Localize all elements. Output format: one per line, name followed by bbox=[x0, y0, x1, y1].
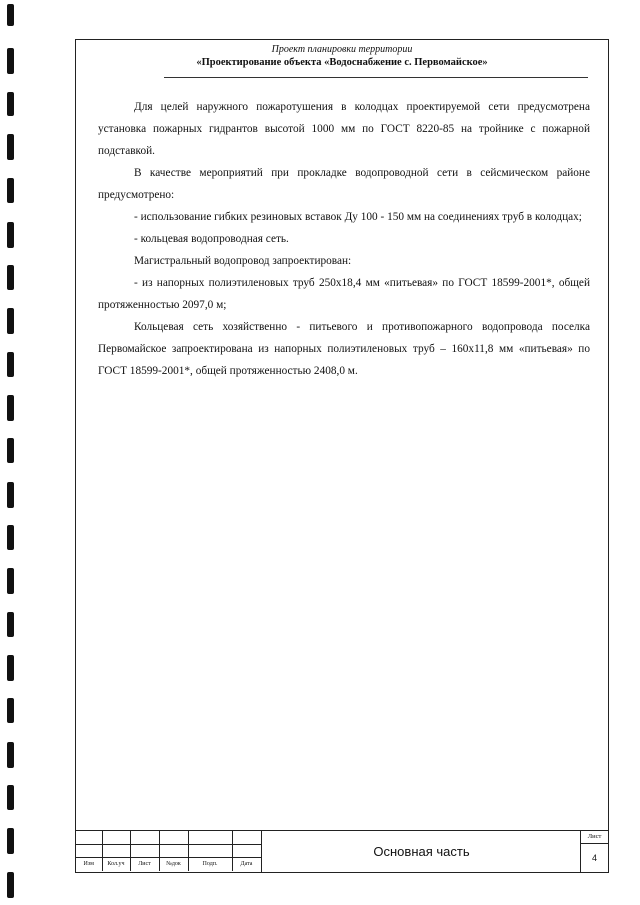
column-header: Подп. bbox=[188, 857, 232, 871]
sheet-number: 4 bbox=[591, 852, 597, 863]
revision-cell bbox=[76, 844, 102, 857]
document-name: Основная часть bbox=[261, 831, 581, 872]
binding-mark bbox=[7, 308, 14, 334]
paragraph: В качестве мероприятий при прокладке водопроводной сети в сейсмическом районе предусмотрено: bbox=[98, 167, 590, 201]
sheet-label: Лист bbox=[581, 831, 608, 844]
revision-cell bbox=[159, 831, 188, 844]
binding-mark bbox=[7, 698, 14, 723]
revision-cell bbox=[188, 831, 232, 844]
binding-mark bbox=[7, 4, 14, 26]
revision-cell bbox=[102, 831, 130, 844]
revision-cell bbox=[102, 844, 130, 857]
binding-mark bbox=[7, 178, 14, 203]
binding-mark bbox=[7, 352, 14, 377]
title-block bbox=[76, 830, 608, 872]
binding-mark bbox=[7, 265, 14, 290]
column-header: Лист bbox=[130, 857, 159, 871]
binding-mark bbox=[7, 828, 14, 854]
binding-mark bbox=[7, 742, 14, 768]
paragraph: Кольцевая сеть хозяйственно - питьевого и противопожарного водопровода поселка Первомайское запроектирована из напорных полиэтиленовых труб – 160х11,8 мм «питьевая» по ГОСТ 18599-2001*, общей протяженностью 2408,0 м. bbox=[98, 321, 590, 377]
page-header bbox=[76, 44, 608, 69]
binding-mark bbox=[7, 92, 14, 116]
binding-mark bbox=[7, 568, 14, 594]
column-header: №док bbox=[159, 857, 188, 871]
binding-mark bbox=[7, 655, 14, 681]
binding-mark bbox=[7, 395, 14, 421]
page-frame bbox=[75, 39, 609, 873]
paragraph: - из напорных полиэтиленовых труб 250х18,4 мм «питьевая» по ГОСТ 18599-2001*, общей протяженностью 2097,0 м; bbox=[98, 277, 590, 311]
revision-cell bbox=[130, 831, 159, 844]
sheet-box bbox=[580, 831, 608, 872]
paragraph: Для целей наружного пожаротушения в колодцах проектируемой сети предусмотрена установка пожарных гидрантов высотой 1000 мм по ГОСТ 8220-85 на тройнике с пожарной подставкой. bbox=[98, 101, 590, 157]
header-title: «Проектирование объекта «Водоснабжение с. Первомайское» bbox=[196, 57, 488, 68]
column-header: Изм bbox=[76, 857, 102, 871]
document-body bbox=[98, 96, 590, 382]
binding-mark bbox=[7, 612, 14, 637]
binding-mark bbox=[7, 222, 14, 248]
revision-cell bbox=[130, 844, 159, 857]
binding-mark bbox=[7, 872, 14, 898]
revision-cell bbox=[232, 831, 261, 844]
column-header: Дата bbox=[232, 857, 261, 871]
binding-mark bbox=[7, 482, 14, 508]
revision-cell bbox=[232, 844, 261, 857]
header-subtitle: Проект планировки территории bbox=[271, 44, 413, 55]
header-divider bbox=[164, 77, 588, 78]
binding-mark bbox=[7, 134, 14, 160]
column-header: Кол.уч bbox=[102, 857, 130, 871]
binding-mark bbox=[7, 48, 14, 74]
revision-cell bbox=[188, 844, 232, 857]
binding-mark bbox=[7, 785, 14, 810]
paragraph: Магистральный водопровод запроектирован: bbox=[134, 255, 352, 267]
revision-cell bbox=[76, 831, 102, 844]
revision-cell bbox=[159, 844, 188, 857]
binding-mark bbox=[7, 438, 14, 463]
paragraph: - использование гибких резиновых вставок Ду 100 - 150 мм на соединениях труб в колодцах; bbox=[134, 211, 582, 223]
paragraph: - кольцевая водопроводная сеть. bbox=[134, 233, 289, 245]
revision-table bbox=[76, 831, 262, 871]
binding-mark bbox=[7, 525, 14, 550]
